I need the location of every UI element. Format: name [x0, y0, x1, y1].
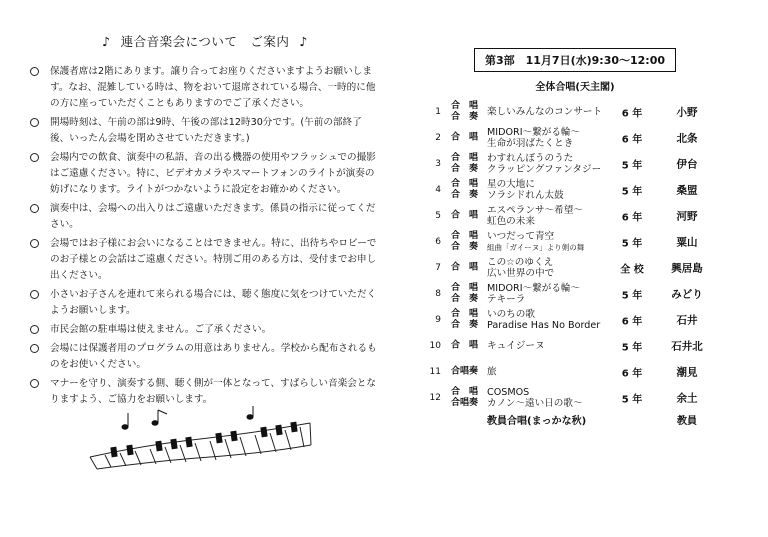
- program-item: 1 合 唱 合 奏 楽しいみんなのコンサート 6 年 小野: [435, 101, 698, 122]
- circle-bullet-icon: [30, 379, 39, 388]
- list-item: 開場時刻は、午前の部は9時、午後の部は12時30分です。(午前の部終了後、いったん会場を閉めさせていただきます。): [30, 115, 380, 147]
- music-note-icon: ♪: [102, 34, 111, 49]
- circle-bullet-icon: [30, 204, 39, 213]
- session-header: 第3部 11月7日(水)9:30～12:00: [474, 48, 676, 72]
- list-item: 小さいお子さんを連れて来られる場合には、聴く態度に気をつけていただくようお願いします。: [30, 287, 380, 319]
- rules-list: [30, 64, 380, 408]
- guide-title: [30, 32, 380, 50]
- circle-bullet-icon: [30, 290, 39, 299]
- guide-title-text: 連合音楽会について ご案内: [120, 34, 290, 49]
- list-item: 演奏中は、会場への出入りはご遠慮いただきます。係員の指示に従ってください。: [30, 201, 380, 233]
- piano-keyboard-illustration: [85, 405, 315, 473]
- list-item: 保護者席は2階にあります。譲り合ってお座りくださいますようお願いします。なお、混雑している時は、物をおいて退席されている場合、一時的に他の方に座っていただくこともありますのでご了承ください。: [30, 64, 380, 112]
- program-item: 3 合 唱 合 奏 わすれんぼうのうた クラッピングファンタジー 5 年 伊台: [435, 153, 698, 175]
- program-item: 9 合 唱 合 奏 いのちの歌 Paradise Has No Border 6 年 石井: [435, 309, 698, 331]
- program-item: 12 合 唱 合唱奏 COSMOS カノン～遠い日の歌～ 5 年 余土: [429, 387, 698, 409]
- list-item: 市民会館の駐車場は使えません。ご了承ください。: [30, 322, 380, 338]
- program-item: 11 合唱奏 旅 6 年 潮見: [429, 366, 698, 380]
- list-item: 会場ではお子様にお会いになることはできません。特に、出待ちやロビーでのお子様との会話はご遠慮ください。特別ご用のある方は、受付までお申し出ください。: [30, 236, 380, 284]
- teachers-choir: 教員合唱(まっかな秋) 教員: [487, 416, 697, 427]
- program-item: 4 合 唱 合 奏 星の大地に ソラシドれん太鼓 5 年 桑盟: [435, 179, 698, 201]
- list-item: 会場には保護者用のプログラムの用意はありません。学校から配布されるものをお使いください。: [30, 341, 380, 373]
- all-choir-title: 全体合唱(天主閣): [535, 82, 615, 93]
- guide-section: [30, 32, 380, 411]
- program-item: 6 合 唱 合 奏 いつだって青空 組曲「ガイーヌ」より剣の舞 5 年 粟山: [435, 231, 698, 252]
- circle-bullet-icon: [30, 344, 39, 353]
- list-item: 会場内での飲食、演奏中の私語、音の出る機器の使用やフラッシュでの撮影はご遠慮ください。特に、ビデオカメラやスマートフォンのライトが演奏の妨げになります。ライトがつかないように設定をお確かめください。: [30, 150, 380, 198]
- circle-bullet-icon: [30, 67, 39, 76]
- program-item: 5 合 唱 エスペランサ～希望～ 虹色の未来 6 年 河野: [435, 205, 698, 227]
- circle-bullet-icon: [30, 118, 39, 127]
- circle-bullet-icon: [30, 239, 39, 248]
- program-item: 10 合 唱 キュイジーヌ 5 年 石井北: [429, 340, 703, 354]
- circle-bullet-icon: [30, 325, 39, 334]
- list-item: マナーを守り、演奏する側、聴く側が一体となって、すばらしい音楽会となりますよう、ご協力をお願いします。: [30, 376, 380, 408]
- program-section: [425, 48, 725, 430]
- program-item: 7 合 唱 この☆のゆくえ 広い世界の中で 全 校 興居島: [435, 257, 703, 279]
- circle-bullet-icon: [30, 153, 39, 162]
- program-item: 8 合 唱 合 奏 MIDORI～繋がる輪～ テキーラ 5 年 みどり: [435, 283, 703, 305]
- program-item: 2 合 唱 MIDORI～繋がる輪～ 生命が羽ばたくとき 6 年 北条: [435, 127, 698, 149]
- music-note-icon: ♪: [299, 34, 308, 49]
